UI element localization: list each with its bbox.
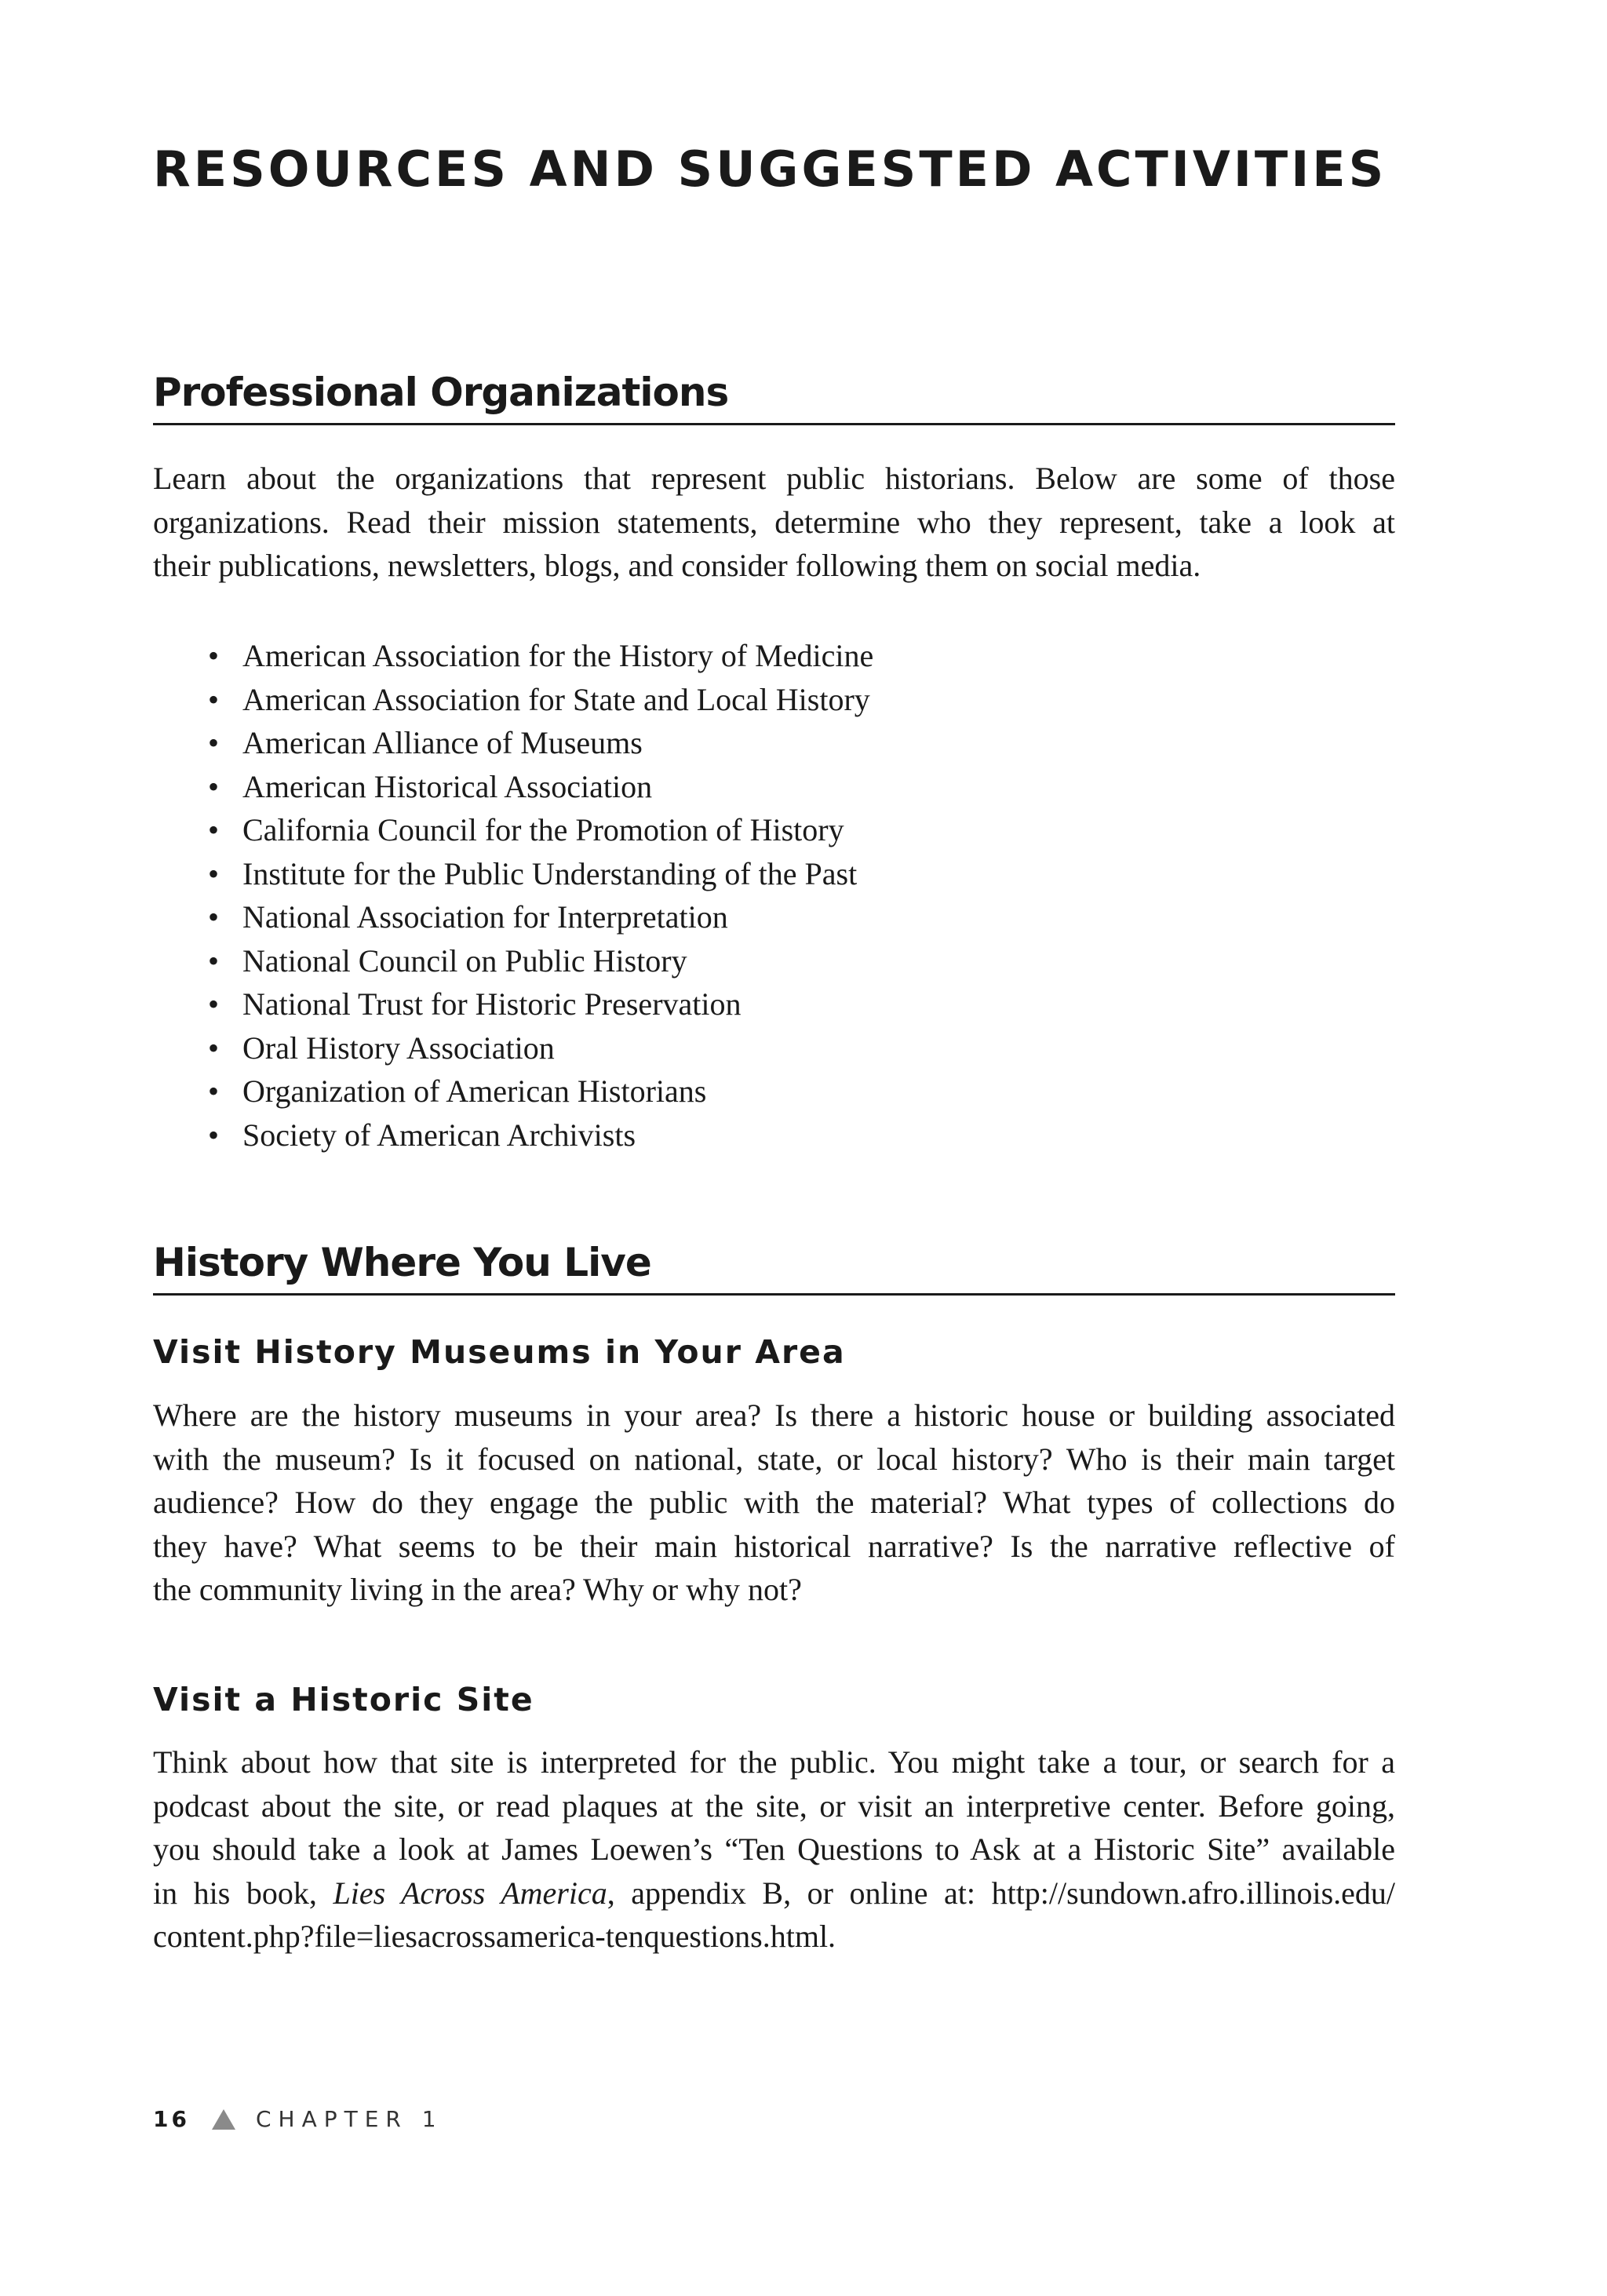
paragraph-line: with the museum? Is it focused on national, state, or local history? Who is their main target: [153, 1441, 1395, 1477]
bullet-icon: •: [208, 855, 220, 891]
organization-name: Institute for the Public Understanding of the Past: [242, 855, 858, 891]
list-item: [208, 721, 873, 765]
bullet-icon: •: [208, 1030, 220, 1066]
line-text: , appendix B, or online at: http://sundown.afro.illinois.edu/: [607, 1875, 1395, 1911]
list-item: [208, 1113, 873, 1157]
organization-name: Oral History Association: [242, 1030, 555, 1066]
paragraph-line: [153, 1871, 1395, 1915]
intro-line: their publications, newsletters, blogs, and consider following them on social media.: [153, 548, 1201, 583]
paragraph-line: they have? What seems to be their main historical narrative? Is the narrative reflective of: [153, 1528, 1395, 1564]
organization-name: Society of American Archivists: [242, 1117, 636, 1153]
page-footer: [153, 2108, 443, 2130]
list-item: [208, 808, 873, 852]
organization-name: Organization of American Historians: [242, 1073, 707, 1109]
subheading-visit-history-museums: Visit History Museums in Your Area: [153, 1333, 846, 1371]
bullet-icon: •: [208, 812, 220, 847]
intro-line: organizations. Read their mission statements, determine who they represent, take a look at: [153, 504, 1395, 540]
list-item: [208, 939, 873, 983]
section-heading-history-where-you-live: History Where You Live: [153, 1243, 1395, 1296]
paragraph-line: Where are the history museums in your area? Is there a historic house or building associated: [153, 1398, 1395, 1433]
professional-organizations-intro: [153, 457, 1395, 588]
chapter-label: CHAPTER 1: [255, 2106, 443, 2132]
paragraph-line: Think about how that site is interpreted for the public. You might take a tour, or search for a: [153, 1744, 1395, 1780]
paragraph-line: you should take a look at James Loewen’s “Ten Questions to Ask at a Historic Site” available: [153, 1831, 1395, 1867]
line-text: in his book,: [153, 1875, 333, 1911]
bullet-icon: •: [208, 942, 220, 979]
list-item: [208, 678, 873, 722]
organization-name: American Alliance of Museums: [242, 725, 643, 760]
visit-museums-paragraph: [153, 1394, 1395, 1612]
organization-name: National Council on Public History: [242, 942, 687, 979]
list-item: [208, 1070, 873, 1113]
bullet-icon: •: [208, 899, 220, 935]
intro-line: Learn about the organizations that represent public historians. Below are some of those: [153, 461, 1395, 496]
organization-name: American Association for the History of Medicine: [242, 638, 874, 673]
bullet-icon: •: [208, 638, 220, 673]
organization-list: [208, 634, 873, 1157]
list-item: [208, 895, 873, 939]
paragraph-line: content.php?file=liesacrossamerica-tenquestions.html.: [153, 1919, 836, 1954]
bullet-icon: •: [208, 986, 220, 1022]
organization-name: National Association for Interpretation: [242, 899, 728, 935]
page-title: RESOURCES AND SUGGESTED ACTIVITIES: [153, 140, 1387, 198]
bullet-icon: •: [208, 1117, 220, 1153]
bullet-icon: •: [208, 681, 220, 717]
book-title: Lies Across America: [333, 1875, 607, 1911]
bullet-icon: •: [208, 725, 220, 760]
organization-name: National Trust for Historic Preservation: [242, 986, 742, 1022]
organization-name: California Council for the Promotion of History: [242, 812, 844, 847]
organization-name: American Association for State and Local History: [242, 681, 870, 717]
bullet-icon: •: [208, 1073, 220, 1109]
subheading-visit-historic-site: Visit a Historic Site: [153, 1681, 534, 1718]
list-item: [208, 634, 873, 678]
triangle-icon: [212, 2109, 235, 2130]
paragraph-line: the community living in the area? Why or why not?: [153, 1572, 802, 1607]
list-item: [208, 765, 873, 809]
list-item: [208, 852, 873, 896]
visit-site-paragraph: [153, 1740, 1395, 1959]
paragraph-line: podcast about the site, or read plaques at the site, or visit an interpretive center. Before going,: [153, 1788, 1395, 1824]
paragraph-line: audience? How do they engage the public with the material? What types of collections do: [153, 1485, 1395, 1520]
bullet-icon: •: [208, 768, 220, 804]
page-number: 16: [153, 2106, 190, 2132]
list-item: [208, 1026, 873, 1070]
list-item: [208, 982, 873, 1026]
section-heading-professional-organizations: Professional Organizations: [153, 373, 1395, 425]
organization-name: American Historical Association: [242, 768, 653, 804]
document-page: [153, 0, 1395, 2296]
